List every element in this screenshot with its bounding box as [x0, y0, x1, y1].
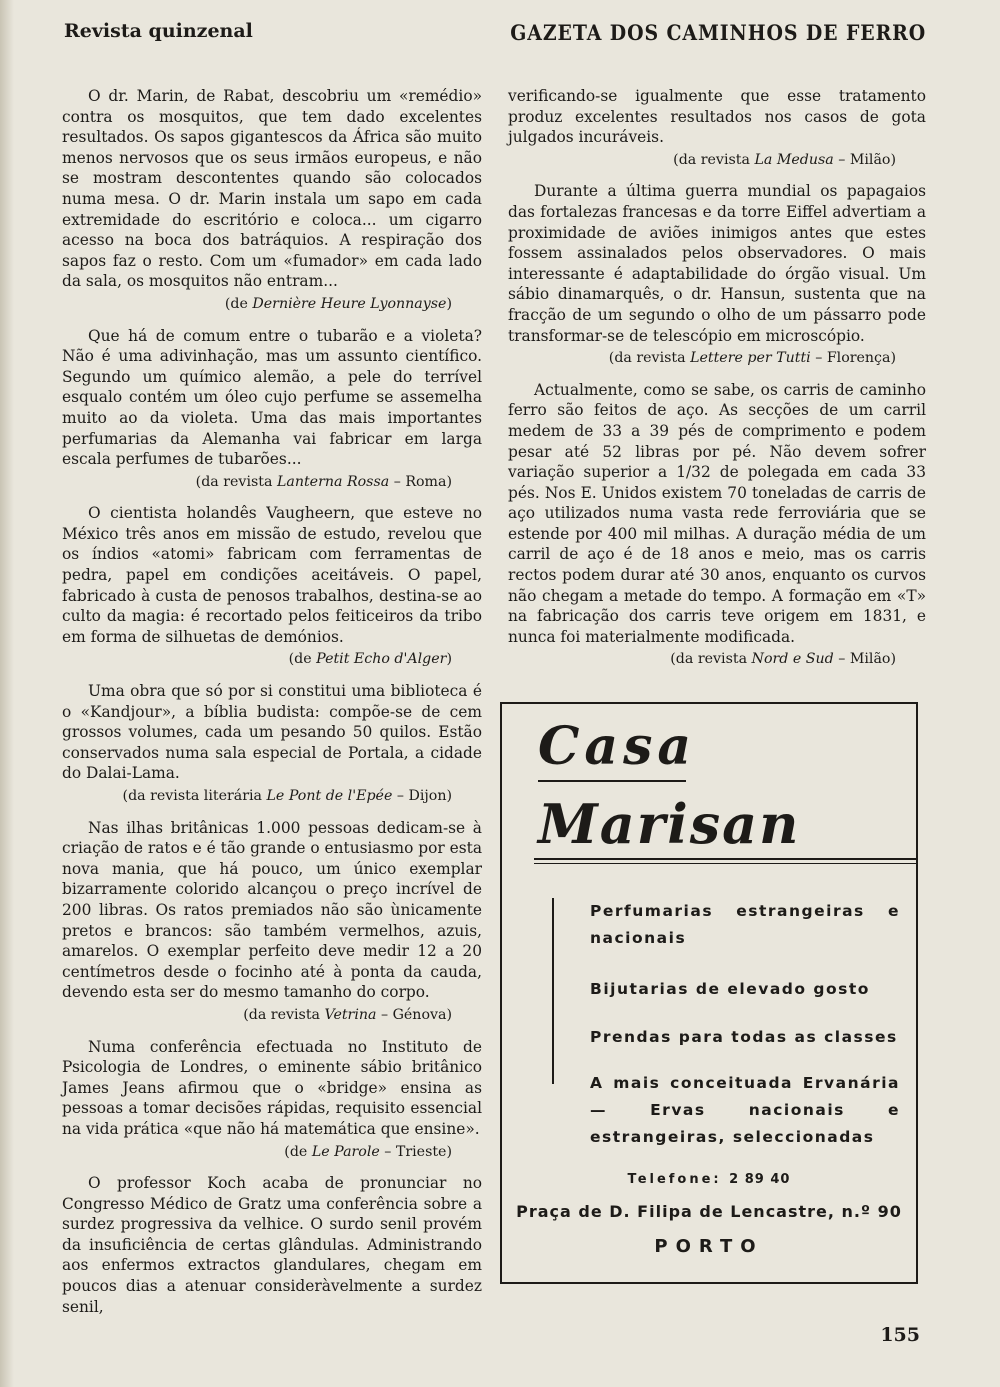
source-prefix: (da revista [195, 473, 277, 490]
article-paragraph: verificando-se igualmente que esse tratamento produz excelentes resultados nos casos de gota julgados incuráveis. [508, 87, 926, 147]
article-paragraph: Nas ilhas britânicas 1.000 pessoas dedicam-se à criação de ratos e é tão grande o entusiasmo por esta nova mania, que há pouco, um único exemplar bizarramente colorido alcançou o preço incrível de 200 libras. Os ratos premiados não são ùnicamente pretos e brancos: são também vermelhos, azuis, amarelos. O exemplar perfeito deve medir 12 a 20 centímetros desde o focinho até à ponta da cauda, devendo esta ser do mesmo tamanho do corpo. [62, 818, 482, 1002]
article-source [62, 1005, 452, 1026]
source-suffix: ) [446, 651, 452, 668]
article-source [62, 472, 452, 493]
source-prefix: (de [224, 295, 253, 312]
article-paragraph: Uma obra que só por si constitui uma biblioteca é o «Kandjour», a bíblia budista: compõe-se de cem grossos volumes, cada um pesando 50 quilos. Estão conservados numa sala especial de Portala, a cidade do Dalai-Lama. [62, 682, 482, 783]
header-journal-title: GAZETA DOS CAMINHOS DE FERRO [510, 20, 926, 45]
source-suffix: – Roma) [389, 473, 452, 490]
source-suffix: – Génova) [376, 1006, 452, 1023]
source-suffix: – Dijon) [392, 788, 452, 804]
article-source [62, 649, 452, 670]
right-column [508, 86, 926, 681]
source-prefix: (da revista [670, 651, 752, 668]
source-suffix: – Trieste) [379, 1143, 452, 1160]
source-title: Dernière Heure Lyonnayse [252, 295, 447, 312]
article-paragraph: Numa conferência efectuada no Instituto de Psicologia de Londres, o eminente sábio britânico James Jeans afirmou que o «bridge» ensina as pessoas a tomar decisões rápidas, requisito essencial na vida prática «que não há matemática que ensine». [62, 1037, 482, 1138]
source-title: Lanterna Rossa [276, 473, 390, 490]
article-paragraph: O dr. Marin, de Rabat, descobriu um «remédio» contra os mosquitos, que tem dado excelentes resultados. Os sapos gigantescos da África são muito menos nervosos que os seus irmãos europeus, e não se mostram descontentes quando são colocados numa mesa. O dr. Marin instala um sapo em cada extremidade do escritório e coloca... um cigarro acesso na boca dos batráquios. A respiração dos sapos faz o resto. Com um «fumador» em cada lado da sala, os mosquitos não entram... [62, 87, 482, 291]
article-paragraph: Actualmente, como se sabe, os carris de caminho ferro são feitos de aço. As secções de um carril medem de 33 a 39 pés de comprimento e podem pesar até 52 libras por pé. Não devem sofrer variação superior a 1/32 de polegada em cada 33 pés. Nos E. Unidos existem 70 toneladas de carris de aço utilizados numa vasta rede ferroviária que se estende por 400 mil milhas. A duração média de um carril de aço é de 18 anos e meio, mas os carris rectos podem durar até 30 anos, enquanto os curvos não chegam a metade do tempo. A formação em «T» na fabricação dos carris teve origem em 1831, e nunca foi materialmente modificada. [508, 380, 926, 646]
ad-line-ervanaria: A mais conceituada Ervanária — Ervas nacionais e estrangeiras, seleccionadas [590, 1074, 900, 1146]
source-suffix: – Milão) [833, 151, 896, 168]
source-suffix: – Florença) [810, 350, 896, 367]
article-paragraph: O professor Koch acaba de pronunciar no Congresso Médico de Gratz uma conferência sobre a surdez progressiva da velhice. O surdo senil provém da insuficiência de certas glândulas. Administrando aos enfermos extractos glandulares, chegam em poucos dias a atenuar consideràvelmente a surdez senil, [62, 1174, 482, 1316]
page-edge-shadow [0, 0, 14, 1387]
source-prefix: (da revista [608, 350, 691, 367]
source-suffix: – Milão) [833, 651, 896, 668]
article-source [62, 786, 452, 807]
source-prefix: (de [284, 1143, 312, 1160]
source-suffix: ) [446, 295, 452, 312]
source-title: Le Pont de l'Epée [266, 788, 393, 804]
ad-brand-marisan: Marisan [538, 792, 801, 856]
article-paragraph: Que há de comum entre o tubarão e a violeta? Não é uma adivinhação, mas um assunto científico. Segundo um químico alemão, a pele do terrível esqualo contém um óleo cujo perfume se assemelha muito ao da violeta. Uma das mais importantes perfumarias da Alemanha vai fabricar em larga escala perfumes de tubarões... [62, 326, 482, 469]
source-title: Lettere per Tutti [690, 350, 811, 367]
article-paragraph: Durante a última guerra mundial os papagaios das fortalezas francesas e da torre Eiffel advertiam a proximidade de aviões inimigos antes que estes fossem assinalados pelos observadores. O mais interessante é adaptabilidade do órgão visual. Um sábio dinamarquês, o dr. Hansun, sustenta que na fracção de um segundo o olho de um pássarro pode transformar-se de telescópio em microscópio. [508, 182, 926, 345]
source-title: Petit Echo d'Alger [316, 651, 447, 668]
ad-brand-casa: Casa [538, 716, 697, 777]
ad-phone [502, 1172, 916, 1187]
article-source [508, 649, 896, 670]
article-source [508, 150, 896, 171]
article-source [62, 1142, 452, 1163]
source-title: La Medusa [754, 151, 834, 168]
header-publication-frequency: Revista quinzenal [64, 20, 253, 42]
article-source [508, 348, 896, 369]
advertisement-casa-marisan [500, 702, 918, 1284]
ad-phone-label: Telefone: [627, 1172, 722, 1187]
page-number: 155 [880, 1324, 920, 1346]
ad-line-prendas: Prendas para todas as classes [590, 1028, 898, 1046]
left-column [62, 86, 482, 1327]
source-prefix: (da revista literária [122, 788, 267, 804]
ad-address: Praça de D. Filipa de Lencastre, n.º 90 [516, 1202, 902, 1221]
ad-rule-short [538, 780, 686, 782]
source-prefix: (da revista [243, 1006, 325, 1023]
ad-rule-long-thin [534, 863, 918, 864]
article-source [62, 294, 452, 315]
source-title: Le Parole [311, 1143, 380, 1160]
ad-vertical-rule [552, 898, 554, 1084]
ad-line-perfumarias: Perfumarias estrangeiras e nacionais [590, 902, 900, 947]
ad-phone-number: 2 89 40 [729, 1172, 791, 1187]
ad-city: PORTO [654, 1236, 764, 1257]
source-prefix: (da revista [673, 151, 755, 168]
source-prefix: (de [288, 651, 317, 668]
ad-rule-long [534, 858, 918, 860]
ad-line-bijutarias: Bijutarias de elevado gosto [590, 980, 870, 998]
source-title: Nord e Sud [751, 651, 834, 668]
article-paragraph: O cientista holandês Vaugheern, que esteve no México três anos em missão de estudo, revelou que os índios «atomi» fabricam com ferramentas de pedra, papel em condições aceitáveis. O papel, fabricado à custa de penosos trabalhos, destina-se ao culto da magia: é recortado pelos feiticeiros da tribo em forma de silhuetas de demónios. [62, 504, 482, 646]
source-title: Vetrina [324, 1006, 377, 1023]
paragraph-spacer [62, 1317, 482, 1327]
